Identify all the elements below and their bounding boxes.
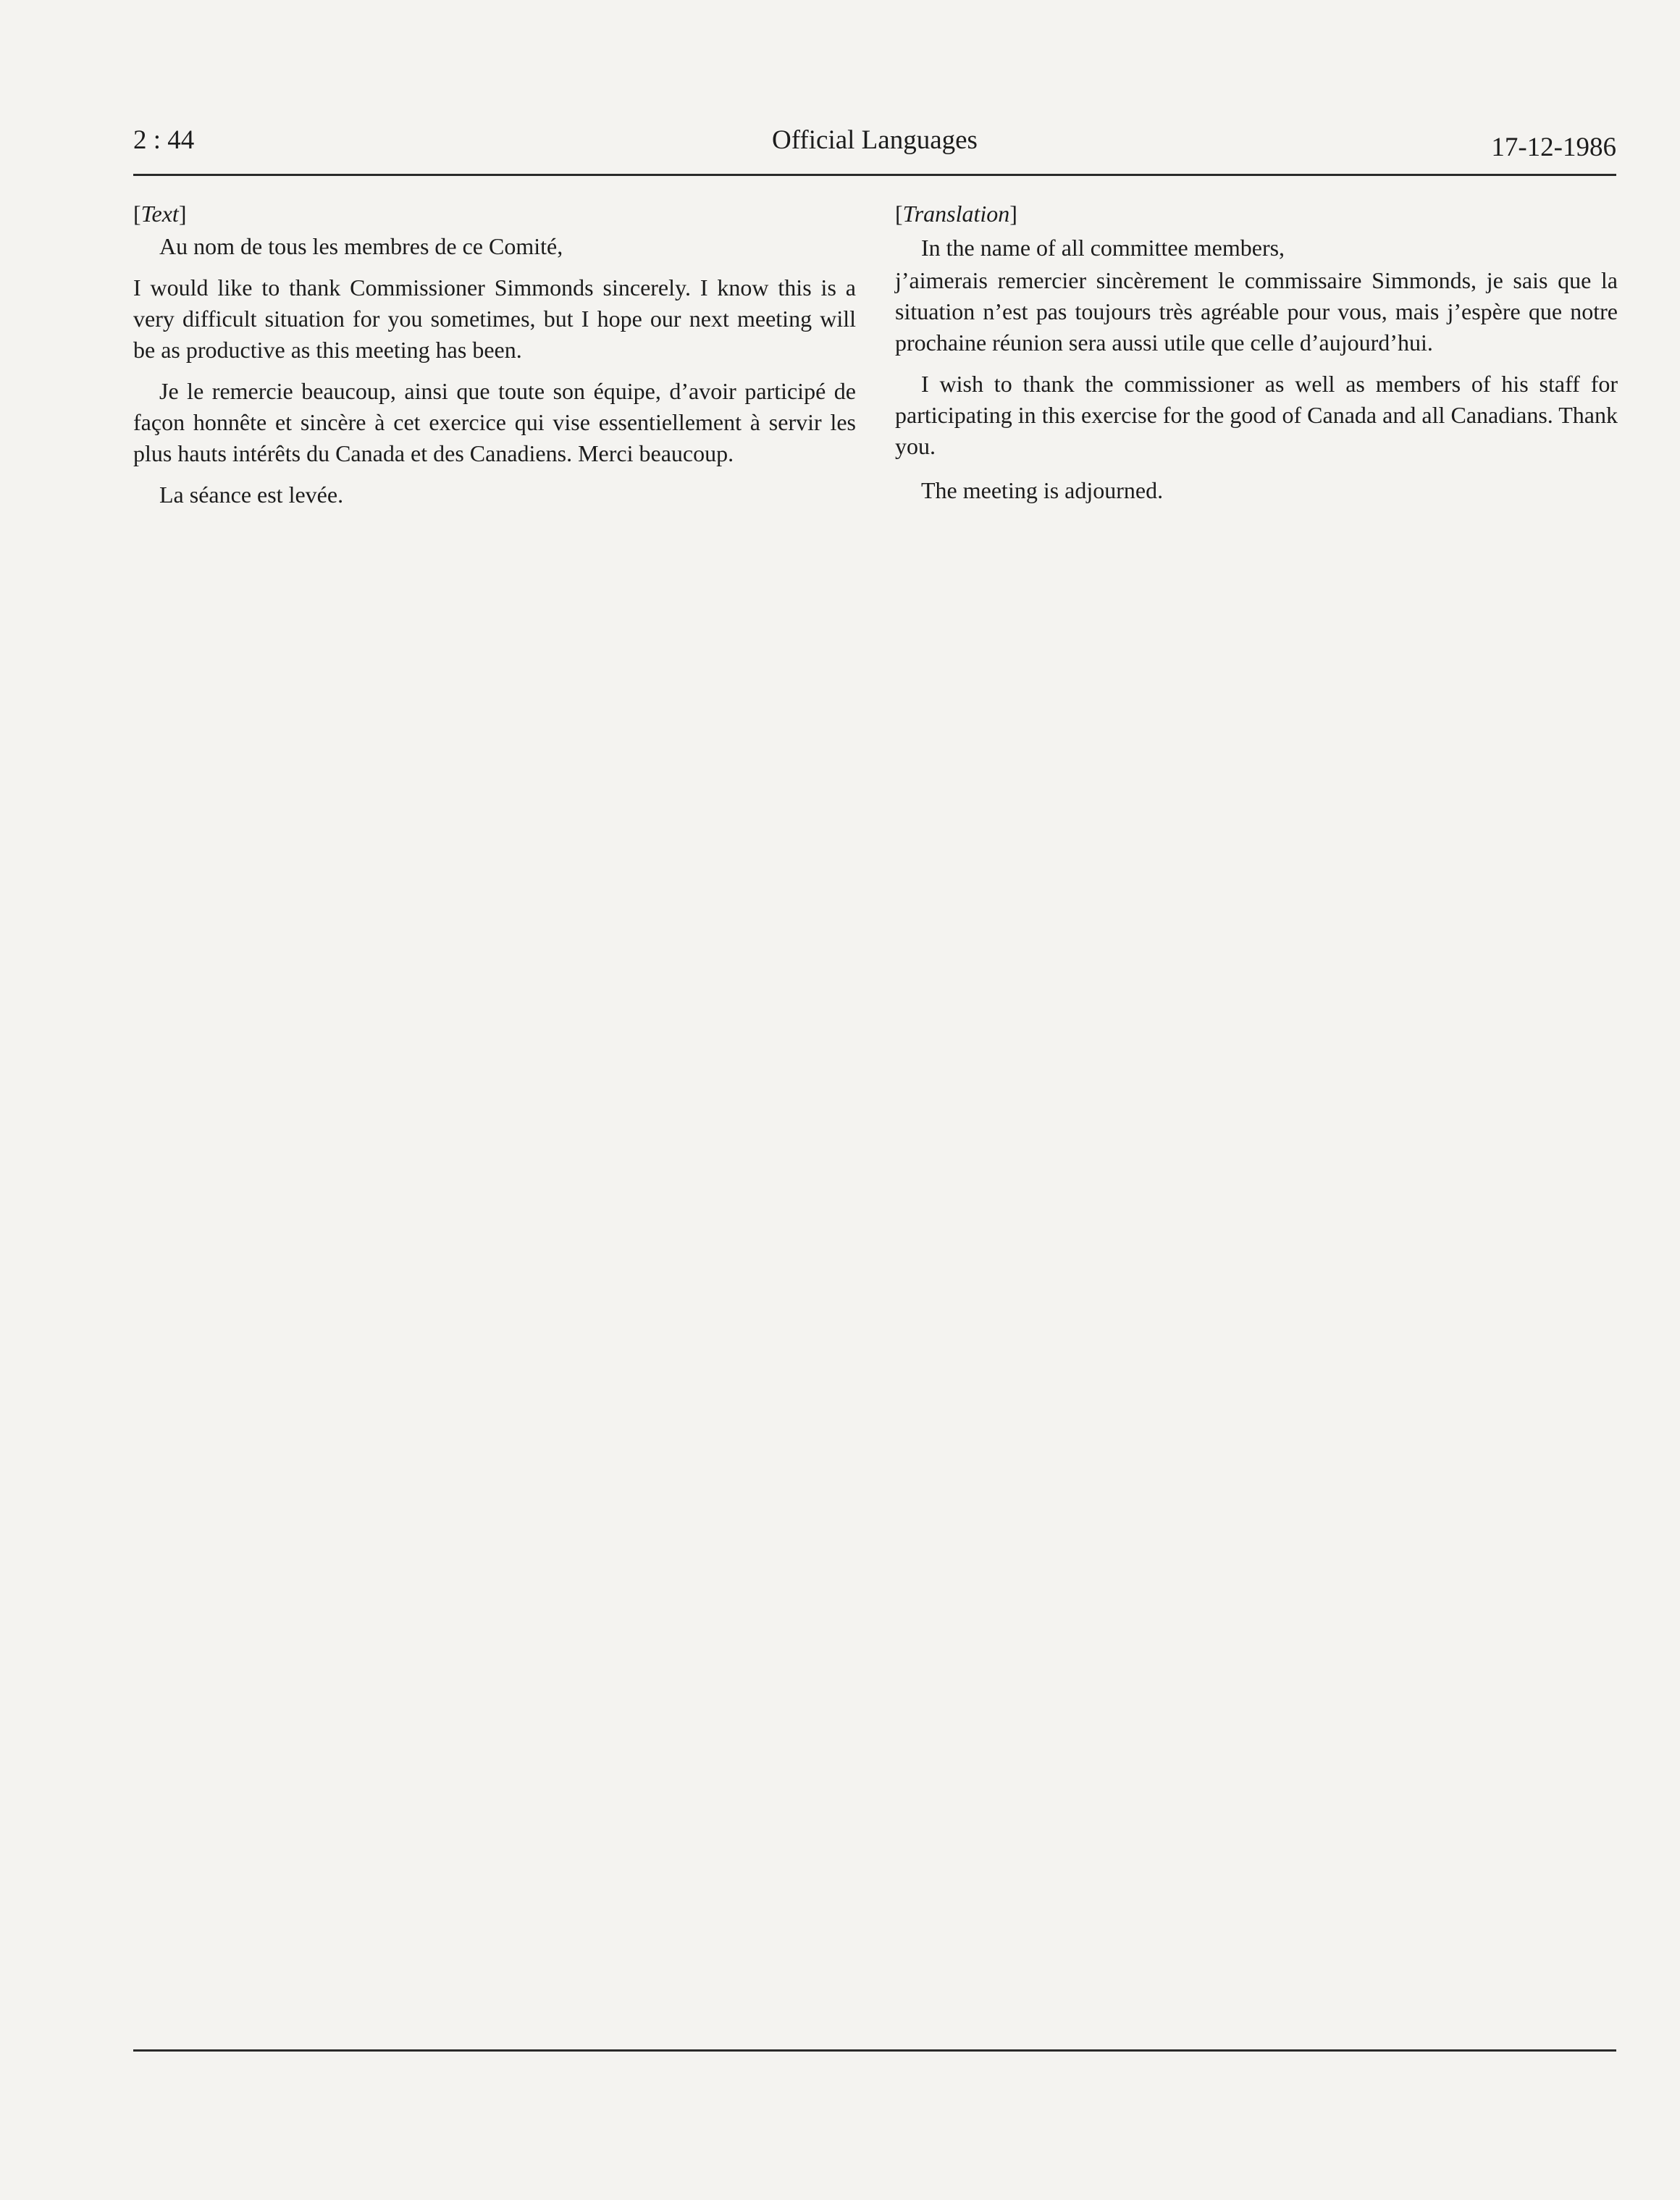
running-title: Official Languages (772, 125, 978, 155)
footer-rule (133, 2049, 1616, 2052)
right-paragraph-greeting: In the name of all committee members, (921, 235, 1285, 261)
right-paragraph-adjournment: The meeting is adjourned. (921, 477, 1164, 503)
left-paragraph-greeting: Au nom de tous les membres de ce Comité, (159, 233, 563, 259)
translation-marker: [Translation] (895, 201, 1017, 227)
left-column (133, 198, 856, 521)
page-header (133, 125, 1616, 168)
right-paragraph-remerciement: j’aimerais remercier sincèrement le commissaire Simmonds, je sais que la situation n’est pas toujours très agréable pour vous, mais j’espère que notre prochaine réunion sera aussi utile que celle d’aujourd’hui. (895, 267, 1618, 356)
page-number: 2 : 44 (133, 125, 195, 155)
left-paragraph-thanks: I would like to thank Commissioner Simmonds sincerely. I know this is a very difficult situation for you sometimes, but I hope our next meeting will be as productive as this meeting has been. (133, 274, 856, 363)
sitting-date: 17-12-1986 (1491, 133, 1616, 162)
left-paragraph-remerciement: Je le remercie beaucoup, ainsi que toute son équipe, d’avoir participé de façon honnête et sincère à cet exercice qui vise essentiellement à servir les plus hauts intérêts du Canada et des Canadiens. Merci beaucoup. (133, 378, 856, 466)
text-marker: [Text] (133, 201, 187, 227)
header-rule (133, 174, 1616, 176)
right-paragraph-thanks: I wish to thank the commissioner as well as members of his staff for participating in this exercise for the good of Canada and all Canadians. Thank you. (895, 371, 1618, 459)
left-paragraph-adjournment: La séance est levée. (159, 482, 344, 508)
right-column (895, 198, 1618, 516)
